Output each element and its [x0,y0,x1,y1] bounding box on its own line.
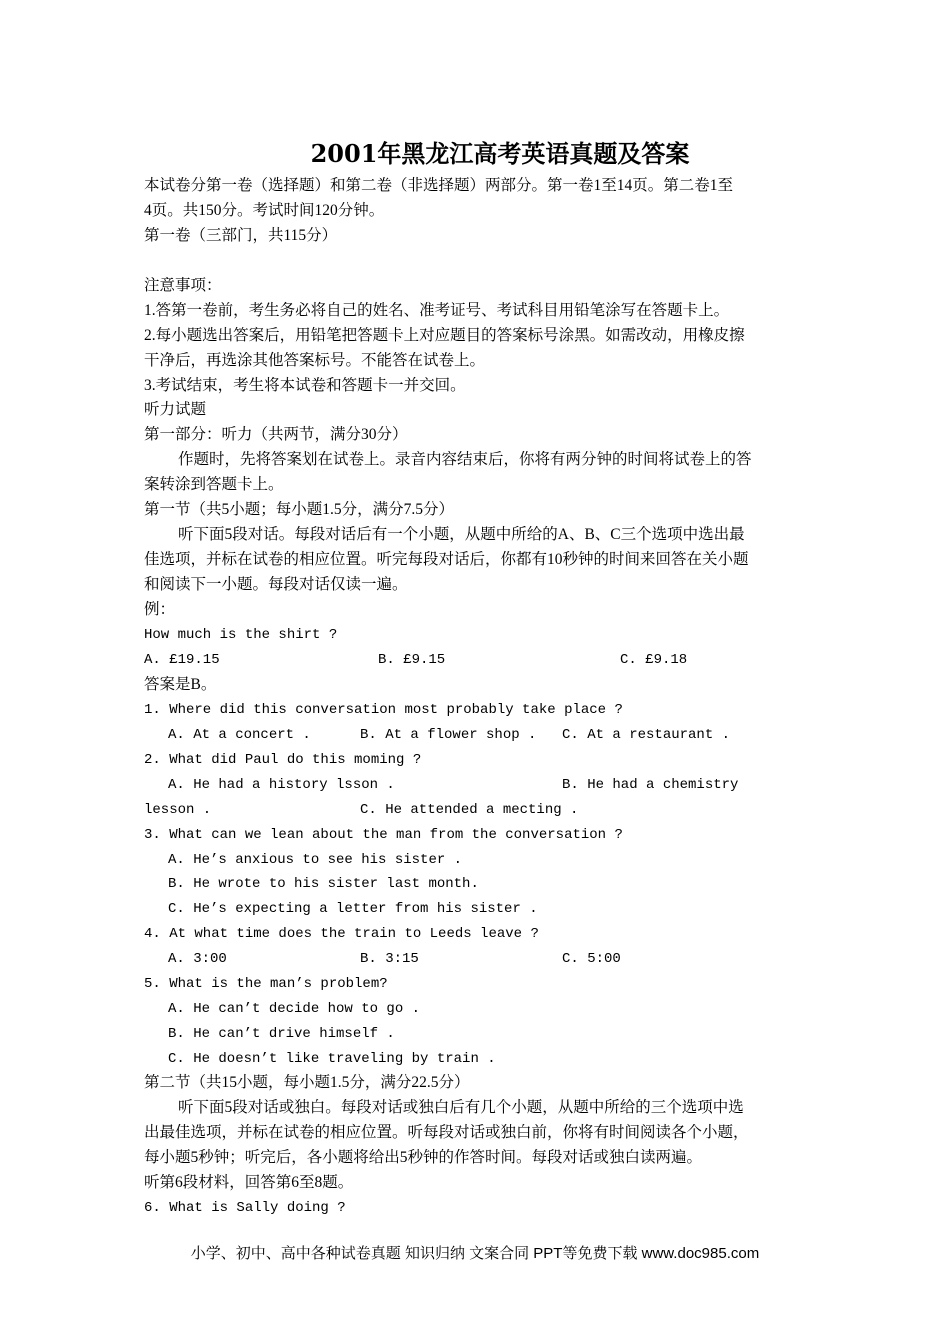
section1-instruction-b: 佳选项，并标在试卷的相应位置。听完每段对话后，你都有10秒钟的时间来回答在关小题 [144,551,749,568]
question-3: 3. What can we lean about the man from the conversation ? [144,827,623,843]
question-4-option-a: A. 3:00 [168,951,227,967]
listening-heading: 听力试题 [144,401,207,418]
question-1-option-a: A. At a concert . [168,727,311,743]
part1-instruction-a: 作题时，先将答案划在试卷上。录音内容结束后，你将有两分钟的时间将试卷上的答 [178,451,752,468]
section2-heading: 第二节（共15小题，每小题1.5分，满分22.5分） [144,1074,470,1091]
question-2-option-a: A. He had a history lsson . [168,777,395,793]
question-4: 4. At what time does the train to Leeds leave ? [144,926,539,942]
notes-item-2b: 干净后，再选涂其他答案标号。不能答在试卷上。 [144,352,486,369]
section1-heading: 第一节（共5小题；每小题1.5分，满分7.5分） [144,501,455,518]
example-question: How much is the shirt ? [144,627,338,643]
intro-line-3: 第一卷（三部门，共115分） [144,227,338,244]
section2-instruction-a: 听下面5段对话或独白。每段对话或独白后有几个小题，从题中所给的三个选项中选 [178,1099,744,1116]
question-3-option-a: A. He’s anxious to see his sister . [168,852,463,868]
question-5-option-c: C. He doesn’t like traveling by train . [168,1051,496,1067]
example-option-b: B. £9.15 [378,652,446,668]
question-1-option-c: C. At a restaurant . [562,727,731,743]
section1-instruction-a: 听下面5段对话。每段对话后有一个小题，从题中所给的A、B、C三个选项中选出最 [178,526,745,543]
question-2-option-c: C. He attended a mecting . [360,802,579,818]
example-answer: 答案是B。 [144,676,217,693]
intro-line-2: 4页。共150分。考试时间120分钟。 [144,202,385,219]
notes-item-1: 1.答第一卷前，考生务必将自己的姓名、准考证号、考试科目用铅笔涂写在答题卡上。 [144,302,730,319]
question-1-option-b: B. At a flower shop . [360,727,537,743]
example-option-c: C. £9.18 [620,652,688,668]
notes-item-3: 3.考试结束，考生将本试卷和答题卡一并交回。 [144,377,466,394]
material-6-heading: 听第6段材料，回答第6至8题。 [144,1174,354,1191]
example-option-a: A. £19.15 [144,652,220,668]
notes-heading: 注意事项： [144,277,222,294]
question-5-option-b: B. He can’t drive himself . [168,1026,395,1042]
section2-instruction-b: 出最佳选项，并标在试卷的相应位置。听每段对话或独白前，你将有时间阅读各个小题， [144,1124,749,1141]
question-3-option-c: C. He’s expecting a letter from his sister . [168,901,538,917]
question-2-option-b: B. He had a chemistry [562,777,739,793]
question-5: 5. What is the man’s problem? [144,976,388,992]
notes-item-2a: 2.每小题选出答案后，用铅笔把答题卡上对应题目的答案标号涂黑。如需改动，用橡皮擦 [144,327,745,344]
part1-instruction-b: 案转涂到答题卡上。 [144,476,284,493]
question-2-option-b-cont: lesson . [144,802,212,818]
intro-line-1: 本试卷分第一卷（选择题）和第二卷（非选择题）两部分。第一卷1至14页。第二卷1至 [144,177,734,194]
question-1: 1. Where did this conversation most probably take place ? [144,702,623,718]
page-footer: 小学、初中、高中各种试卷真题 知识归纳 文案合同 PPT等免费下载 www.doc985.com [190,1245,760,1262]
question-6: 6. What is Sally doing ? [144,1200,346,1216]
question-4-option-c: C. 5:00 [562,951,621,967]
question-2: 2. What did Paul do this moming ? [144,752,422,768]
section1-instruction-c: 和阅读下一小题。每段对话仅读一遍。 [144,576,408,593]
question-4-option-b: B. 3:15 [360,951,419,967]
document-title: 2001年黑龙江高考英语真题及答案 [310,139,690,168]
part1-heading: 第一部分：听力（共两节，满分30分） [144,426,408,443]
question-5-option-a: A. He can’t decide how to go . [168,1001,421,1017]
section2-instruction-c: 每小题5秒钟；听完后，各小题将给出5秒钟的作答时间。每段对话或独白读两遍。 [144,1149,703,1166]
example-label: 例： [144,601,176,618]
question-3-option-b: B. He wrote to his sister last month. [168,876,479,892]
